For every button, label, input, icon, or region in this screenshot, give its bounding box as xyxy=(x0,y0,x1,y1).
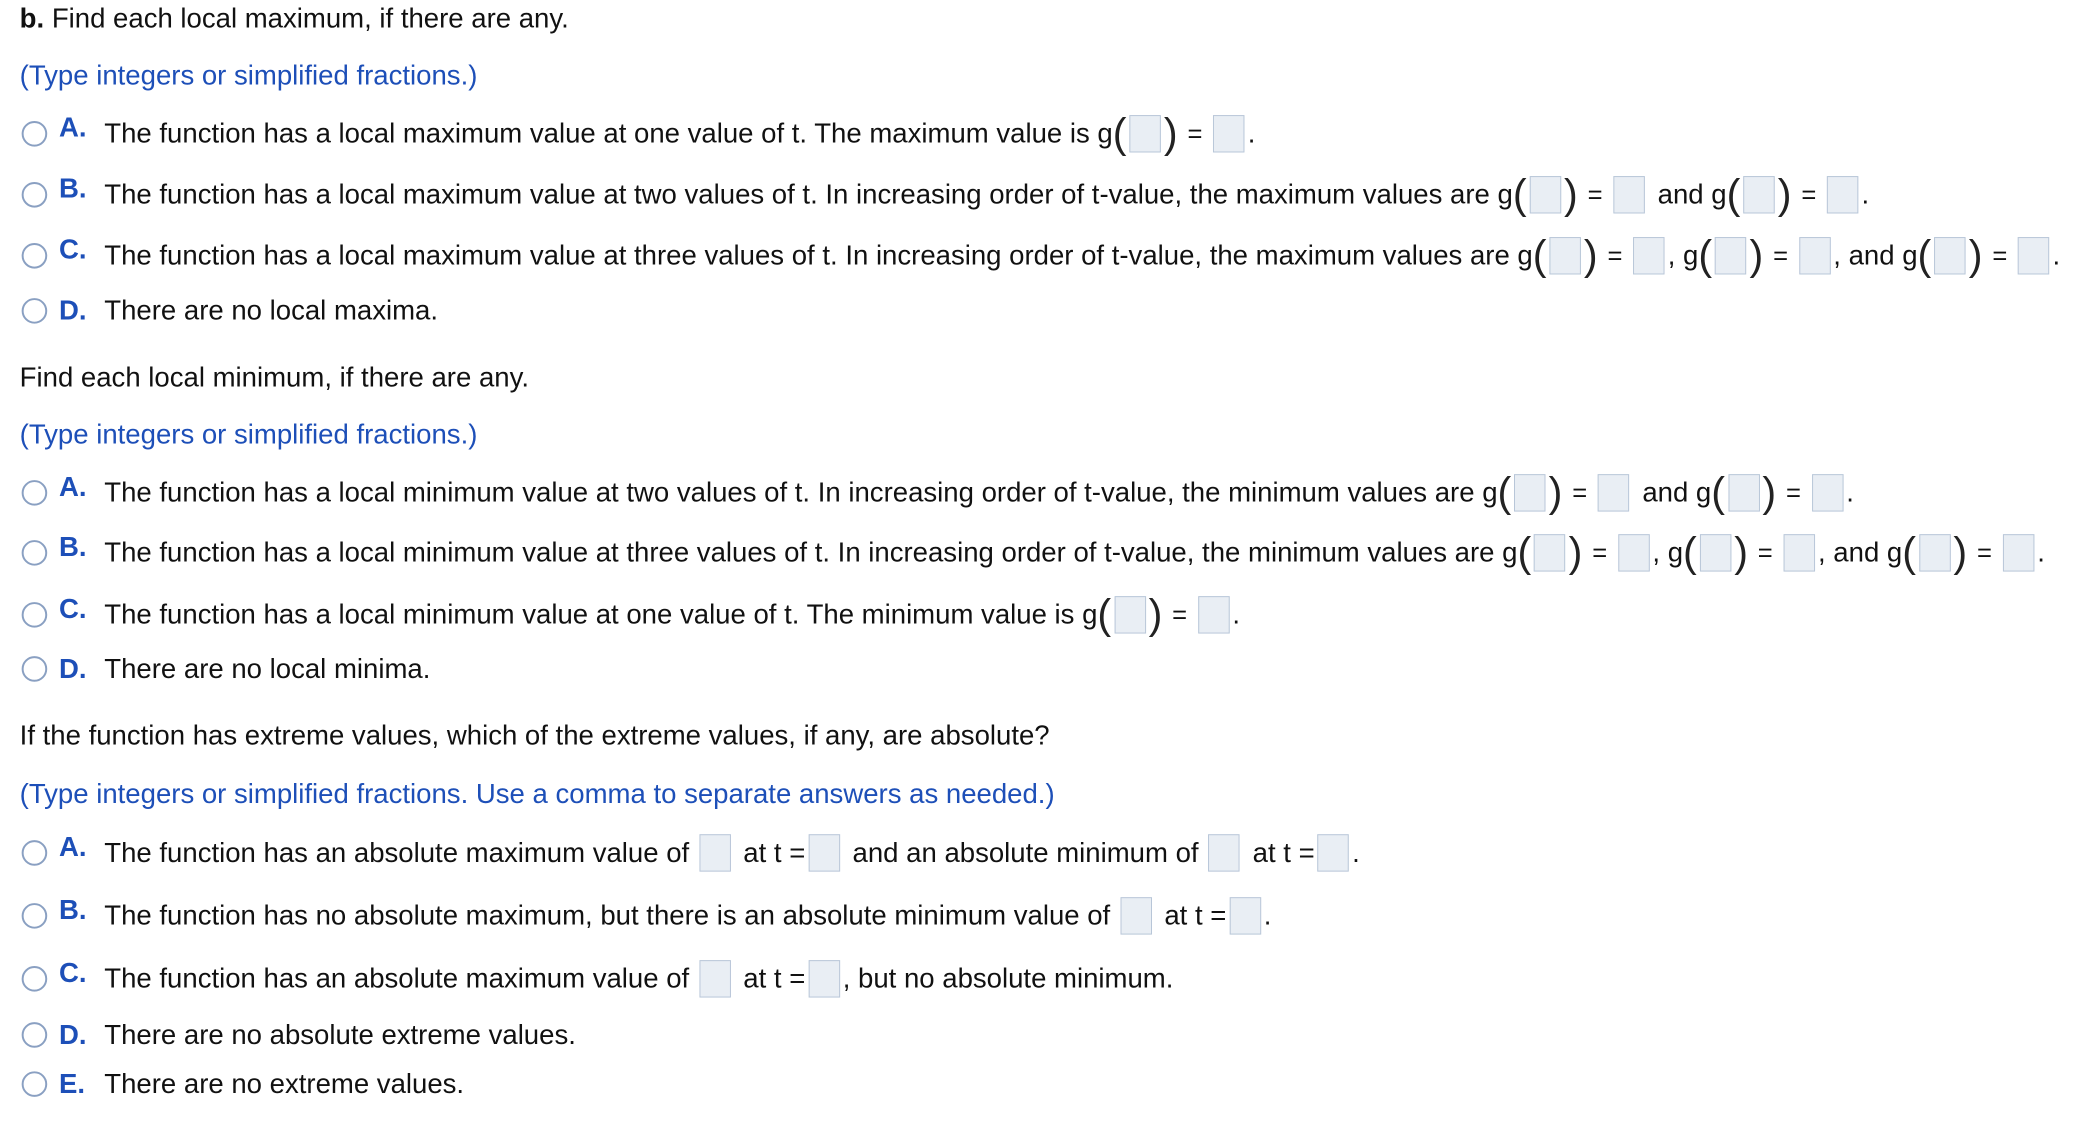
option-letter: A. xyxy=(59,112,87,143)
close-paren: ) xyxy=(1762,469,1777,516)
t-input[interactable] xyxy=(1530,176,1561,213)
min-t-input[interactable] xyxy=(1229,897,1260,934)
radio-button[interactable] xyxy=(22,540,48,566)
t-input[interactable] xyxy=(1700,534,1731,571)
period: . xyxy=(1861,179,1870,210)
radio-button[interactable] xyxy=(22,121,48,147)
max-option-a[interactable] xyxy=(22,112,1256,155)
option-text: The function has a local minimum value at one value of t. The minimum value is g xyxy=(104,599,1098,630)
abs-option-e[interactable] xyxy=(22,1062,464,1105)
option-text: The function has a local minimum value at two values of t. In increasing order of t-value, the minimum values are g xyxy=(104,477,1498,508)
at-label: at t = xyxy=(1164,900,1227,931)
t-input[interactable] xyxy=(1534,534,1565,571)
open-paren: ( xyxy=(1112,110,1127,157)
option-text: The function has a local maximum value at three values of t. In increasing order of t-value, the maximum values are g xyxy=(104,240,1533,271)
max-t-input[interactable] xyxy=(808,834,839,871)
open-paren: ( xyxy=(1683,529,1697,576)
at-label: at t = xyxy=(743,963,806,994)
open-paren: ( xyxy=(1097,591,1112,638)
close-paren: ) xyxy=(1148,591,1163,638)
option-text: The function has an absolute maximum value of xyxy=(104,963,690,994)
open-paren: ( xyxy=(1532,232,1547,279)
option-text: There are no absolute extreme values. xyxy=(104,1019,576,1050)
radio-button[interactable] xyxy=(22,243,48,269)
min-t-input[interactable] xyxy=(1318,834,1349,871)
radio-button[interactable] xyxy=(22,1022,48,1048)
open-paren: ( xyxy=(1698,232,1713,279)
connector-text: , g xyxy=(1652,537,1684,568)
option-letter: A. xyxy=(59,471,87,502)
option-letter: B. xyxy=(59,173,87,204)
option-letter: B. xyxy=(59,531,87,562)
close-paren: ) xyxy=(1749,232,1764,279)
max-option-c[interactable] xyxy=(22,234,2061,277)
connector-text: , and g xyxy=(1833,240,1918,271)
radio-button[interactable] xyxy=(22,1071,48,1097)
option-letter: C. xyxy=(59,234,87,265)
connector-text: and g xyxy=(1657,179,1727,210)
max-value-input[interactable] xyxy=(699,960,730,997)
value-input[interactable] xyxy=(1812,474,1843,511)
value-input[interactable] xyxy=(1799,237,1830,274)
open-paren: ( xyxy=(1711,469,1726,516)
part-label: b. xyxy=(19,2,45,34)
equals-sign: = xyxy=(1992,240,2008,271)
option-text: The function has no absolute maximum, but there is an absolute minimum value of xyxy=(104,900,1111,931)
option-letter: A. xyxy=(59,831,87,862)
abs-option-c[interactable] xyxy=(22,957,1174,1000)
radio-button[interactable] xyxy=(22,602,48,628)
close-paren: ) xyxy=(1583,232,1598,279)
at-label: at t = xyxy=(1252,837,1315,868)
t-input[interactable] xyxy=(1743,176,1774,213)
option-letter: C. xyxy=(59,957,87,988)
min-value-input[interactable] xyxy=(1120,897,1151,934)
max-question xyxy=(20,2,569,35)
connector-text: , and g xyxy=(1817,537,1903,568)
min-option-a[interactable] xyxy=(22,471,1854,514)
value-input[interactable] xyxy=(2018,237,2049,274)
option-letter: C. xyxy=(59,593,87,624)
max-t-input[interactable] xyxy=(808,960,839,997)
close-paren: ) xyxy=(1568,529,1583,576)
value-input[interactable] xyxy=(1213,115,1244,152)
period: . xyxy=(1247,118,1256,149)
option-letter: D. xyxy=(59,1019,87,1050)
equals-sign: = xyxy=(1592,537,1608,568)
max-option-d[interactable] xyxy=(22,289,438,332)
equals-sign: = xyxy=(1572,477,1588,508)
abs-option-a[interactable] xyxy=(22,831,1360,874)
t-input[interactable] xyxy=(1129,115,1160,152)
radio-button[interactable] xyxy=(22,656,48,682)
min-option-d[interactable] xyxy=(22,647,431,690)
connector-text: , but no absolute minimum. xyxy=(842,963,1174,994)
option-text: The function has an absolute maximum value of xyxy=(104,837,690,868)
open-paren: ( xyxy=(1497,469,1512,516)
abs-option-d[interactable] xyxy=(22,1013,576,1056)
equals-sign: = xyxy=(1801,179,1817,210)
max-value-input[interactable] xyxy=(699,834,730,871)
max-hint: (Type integers or simplified fractions.) xyxy=(19,60,478,91)
option-letter: D. xyxy=(59,653,87,684)
equals-sign: = xyxy=(1977,537,1992,568)
value-input[interactable] xyxy=(1784,534,1815,571)
abs-question: If the function has extreme values, which of the extreme values, if any, are absolute? xyxy=(19,720,1050,751)
connector-text: , g xyxy=(1667,240,1699,271)
option-text: The function has a local maximum value at one value of t. The maximum value is g xyxy=(104,118,1113,149)
at-label: at t = xyxy=(743,837,806,868)
equals-sign: = xyxy=(1757,537,1773,568)
close-paren: ) xyxy=(1953,529,1968,576)
open-paren: ( xyxy=(1902,529,1917,576)
min-option-b[interactable] xyxy=(22,531,2045,574)
option-letter: B. xyxy=(59,894,87,925)
connector-text: and g xyxy=(1642,477,1712,508)
radio-button[interactable] xyxy=(22,903,48,929)
radio-button[interactable] xyxy=(22,840,48,866)
min-value-input[interactable] xyxy=(1208,834,1239,871)
connector-text: and an absolute minimum of xyxy=(852,837,1199,868)
equals-sign: = xyxy=(1607,240,1623,271)
open-paren: ( xyxy=(1517,529,1532,576)
open-paren: ( xyxy=(1726,171,1741,218)
option-text: There are no local maxima. xyxy=(104,295,439,326)
radio-button[interactable] xyxy=(22,966,48,992)
period: . xyxy=(2052,240,2061,271)
option-text: There are no local minima. xyxy=(104,653,431,684)
min-option-c[interactable] xyxy=(22,593,1240,636)
period: . xyxy=(1263,900,1272,931)
abs-hint: (Type integers or simplified fractions. Use a comma to separate answers as needed.) xyxy=(19,778,1055,809)
option-letter: E. xyxy=(59,1068,86,1099)
period: . xyxy=(1846,477,1854,508)
equals-sign: = xyxy=(1786,477,1801,508)
option-letter: D. xyxy=(59,295,87,326)
equals-sign: = xyxy=(1587,179,1603,210)
option-text: The function has a local maximum value at two values of t. In increasing order of t-value, the maximum values are g xyxy=(104,179,1513,210)
period: . xyxy=(1232,599,1241,630)
open-paren: ( xyxy=(1917,232,1932,279)
t-input[interactable] xyxy=(1934,237,1965,274)
open-paren: ( xyxy=(1512,171,1527,218)
t-input[interactable] xyxy=(1514,474,1545,511)
option-text: There are no extreme values. xyxy=(104,1068,465,1099)
period: . xyxy=(2037,537,2045,568)
max-question-text: Find each local maximum, if there are any. xyxy=(44,2,569,34)
max-option-b[interactable] xyxy=(22,173,1870,216)
t-input[interactable] xyxy=(1715,237,1746,274)
close-paren: ) xyxy=(1548,469,1563,516)
abs-option-b[interactable] xyxy=(22,894,1272,937)
equals-sign: = xyxy=(1172,599,1188,630)
close-paren: ) xyxy=(1563,171,1578,218)
close-paren: ) xyxy=(1734,529,1748,576)
radio-button[interactable] xyxy=(22,298,48,324)
equals-sign: = xyxy=(1187,118,1203,149)
period: . xyxy=(1352,837,1360,868)
t-input[interactable] xyxy=(1114,596,1145,633)
value-input[interactable] xyxy=(2003,534,2034,571)
radio-button[interactable] xyxy=(22,182,48,208)
t-input[interactable] xyxy=(1919,534,1950,571)
value-input[interactable] xyxy=(1618,534,1649,571)
value-input[interactable] xyxy=(1198,596,1229,633)
value-input[interactable] xyxy=(1827,176,1858,213)
value-input[interactable] xyxy=(1598,474,1629,511)
value-input[interactable] xyxy=(1613,176,1644,213)
close-paren: ) xyxy=(1163,110,1178,157)
radio-button[interactable] xyxy=(22,480,48,506)
value-input[interactable] xyxy=(1633,237,1664,274)
close-paren: ) xyxy=(1968,232,1983,279)
t-input[interactable] xyxy=(1728,474,1759,511)
equals-sign: = xyxy=(1773,240,1789,271)
min-question: Find each local minimum, if there are any. xyxy=(19,362,529,393)
min-hint: (Type integers or simplified fractions.) xyxy=(19,419,478,450)
t-input[interactable] xyxy=(1549,237,1580,274)
close-paren: ) xyxy=(1777,171,1792,218)
option-text: The function has a local minimum value at three values of t. In increasing order of t-value, the minimum values are g xyxy=(104,537,1518,568)
